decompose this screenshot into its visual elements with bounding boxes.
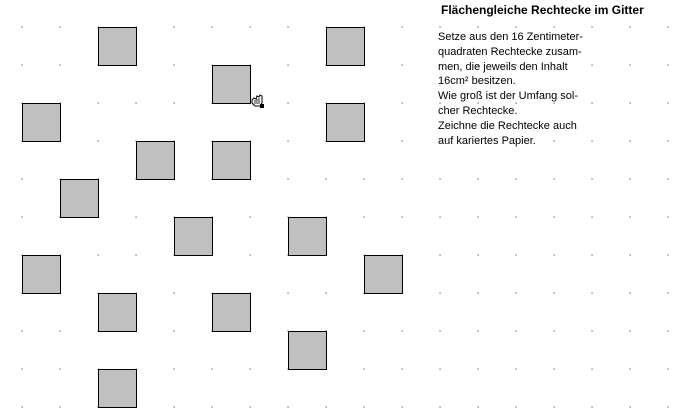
grid-dot bbox=[174, 407, 175, 408]
grid-dot bbox=[326, 293, 327, 294]
grid-dot bbox=[668, 217, 669, 218]
grid-dot bbox=[402, 369, 403, 370]
grid-dot bbox=[98, 103, 99, 104]
grid-dot bbox=[22, 27, 23, 28]
instruction-line: quadraten Rechtecke zusam- bbox=[438, 45, 582, 58]
hand-pointer-icon bbox=[249, 93, 265, 109]
grid-dot bbox=[22, 65, 23, 66]
grid-dot bbox=[630, 293, 631, 294]
square-piece[interactable] bbox=[61, 180, 99, 218]
grid-dot bbox=[516, 217, 517, 218]
grid-dot bbox=[136, 255, 137, 256]
grid-dot bbox=[364, 369, 365, 370]
grid-dot bbox=[554, 407, 555, 408]
grid-dot bbox=[174, 369, 175, 370]
instruction-line: Zeichne die Rechtecke auch bbox=[438, 119, 577, 132]
grid-dot bbox=[592, 293, 593, 294]
grid-dot bbox=[174, 27, 175, 28]
grid-dot bbox=[250, 217, 251, 218]
grid-dot bbox=[516, 369, 517, 370]
grid-dot bbox=[668, 27, 669, 28]
grid-dot bbox=[554, 217, 555, 218]
grid-dot bbox=[630, 103, 631, 104]
grid-dot bbox=[592, 407, 593, 408]
grid-dot bbox=[288, 293, 289, 294]
grid-dot bbox=[440, 255, 441, 256]
grid-dot bbox=[402, 217, 403, 218]
grid-dot bbox=[288, 141, 289, 142]
grid-dot bbox=[402, 65, 403, 66]
grid-dot bbox=[668, 293, 669, 294]
grid-dot bbox=[60, 331, 61, 332]
grid-dot bbox=[516, 27, 517, 28]
grid-dot bbox=[174, 331, 175, 332]
grid-dot bbox=[630, 331, 631, 332]
grid-dot bbox=[478, 27, 479, 28]
page-title: Flächengleiche Rechtecke im Gitter bbox=[441, 3, 644, 17]
grid-dot bbox=[22, 179, 23, 180]
instruction-line: 16cm² besitzen. bbox=[438, 75, 516, 88]
grid-dot bbox=[516, 331, 517, 332]
grid-dot bbox=[212, 27, 213, 28]
grid-dot bbox=[630, 407, 631, 408]
grid-dot bbox=[174, 293, 175, 294]
grid-dot bbox=[478, 179, 479, 180]
instruction-line: Setze aus den 16 Zentimeter- bbox=[438, 31, 583, 43]
grid-dot bbox=[554, 369, 555, 370]
grid-dot bbox=[402, 331, 403, 332]
grid-dot bbox=[22, 217, 23, 218]
square-piece[interactable] bbox=[23, 104, 61, 142]
grid-dot bbox=[402, 179, 403, 180]
grid-dot bbox=[516, 407, 517, 408]
square-pieces[interactable] bbox=[23, 28, 403, 408]
grid-dot bbox=[630, 369, 631, 370]
grid-dot bbox=[288, 103, 289, 104]
grid-dot bbox=[364, 407, 365, 408]
grid-dot bbox=[136, 103, 137, 104]
grid-dot bbox=[402, 141, 403, 142]
grid-dot bbox=[668, 407, 669, 408]
grid-dot bbox=[402, 407, 403, 408]
grid-dot bbox=[326, 407, 327, 408]
square-piece[interactable] bbox=[289, 218, 327, 256]
square-piece[interactable] bbox=[175, 218, 213, 256]
grid-dot bbox=[250, 369, 251, 370]
grid-dot bbox=[592, 255, 593, 256]
grid-dot bbox=[212, 407, 213, 408]
grid-dot bbox=[60, 407, 61, 408]
grid-dot bbox=[592, 331, 593, 332]
grid-dot bbox=[516, 179, 517, 180]
grid-dot bbox=[668, 369, 669, 370]
grid-dot bbox=[668, 141, 669, 142]
square-piece[interactable] bbox=[213, 294, 251, 332]
grid-dot bbox=[630, 255, 631, 256]
grid-dot bbox=[668, 331, 669, 332]
square-piece[interactable] bbox=[327, 28, 365, 66]
grid-dot bbox=[554, 27, 555, 28]
square-piece[interactable] bbox=[137, 142, 175, 180]
grid-dot bbox=[60, 65, 61, 66]
grid-dot bbox=[288, 27, 289, 28]
instruction-line: Wie groß ist der Umfang sol- bbox=[438, 90, 578, 103]
grid-dot bbox=[630, 141, 631, 142]
square-piece[interactable] bbox=[99, 28, 137, 66]
grid-dot bbox=[402, 27, 403, 28]
grid-dot bbox=[288, 179, 289, 180]
grid-dot bbox=[98, 141, 99, 142]
grid-dot bbox=[440, 179, 441, 180]
grid-dot bbox=[554, 179, 555, 180]
instruction-line: cher Rechtecke. bbox=[438, 104, 518, 117]
grid-dot bbox=[440, 331, 441, 332]
grid-dot bbox=[440, 407, 441, 408]
grid-dot bbox=[478, 255, 479, 256]
grid-dot bbox=[554, 293, 555, 294]
grid-dot bbox=[22, 369, 23, 370]
grid-dot bbox=[250, 27, 251, 28]
square-piece[interactable] bbox=[23, 256, 61, 294]
grid-dot bbox=[630, 217, 631, 218]
grid-dot bbox=[630, 27, 631, 28]
grid-dot bbox=[288, 65, 289, 66]
grid-dot bbox=[60, 27, 61, 28]
square-piece[interactable] bbox=[99, 370, 137, 408]
grid-dot bbox=[440, 27, 441, 28]
grid-dot bbox=[440, 293, 441, 294]
grid-dot bbox=[478, 217, 479, 218]
grid-dot bbox=[364, 179, 365, 180]
grid-dot bbox=[250, 255, 251, 256]
square-piece[interactable] bbox=[213, 66, 251, 104]
grid-dot bbox=[440, 369, 441, 370]
grid-dot bbox=[478, 293, 479, 294]
grid-dot bbox=[98, 255, 99, 256]
grid-dot bbox=[668, 65, 669, 66]
task-instructions bbox=[438, 30, 628, 148]
grid-dot bbox=[478, 331, 479, 332]
grid-dot bbox=[630, 65, 631, 66]
grid-dot bbox=[516, 255, 517, 256]
grid-dot bbox=[554, 331, 555, 332]
grid-dot bbox=[592, 179, 593, 180]
square-piece[interactable] bbox=[213, 142, 251, 180]
grid-dot bbox=[402, 103, 403, 104]
grid-dot bbox=[174, 103, 175, 104]
grid-dot bbox=[212, 369, 213, 370]
grid-dot bbox=[592, 217, 593, 218]
instruction-line: men, die jeweils den Inhalt bbox=[438, 60, 568, 73]
grid-dot bbox=[288, 407, 289, 408]
square-piece[interactable] bbox=[327, 104, 365, 142]
grid-dot bbox=[364, 331, 365, 332]
grid-dot bbox=[478, 369, 479, 370]
grid-dot bbox=[326, 179, 327, 180]
grid-dot bbox=[174, 65, 175, 66]
grid-dot bbox=[516, 293, 517, 294]
square-piece[interactable] bbox=[99, 294, 137, 332]
grid-dot bbox=[668, 255, 669, 256]
grid-dot bbox=[668, 103, 669, 104]
square-piece[interactable] bbox=[365, 256, 403, 294]
grid-dot bbox=[22, 331, 23, 332]
grid-dot bbox=[592, 27, 593, 28]
grid-dot bbox=[592, 369, 593, 370]
grid-dot bbox=[22, 407, 23, 408]
grid-dot bbox=[668, 179, 669, 180]
square-piece[interactable] bbox=[289, 332, 327, 370]
grid-dot bbox=[136, 217, 137, 218]
grid-dot bbox=[630, 179, 631, 180]
grid-dot bbox=[440, 217, 441, 218]
grid-dot bbox=[364, 217, 365, 218]
grid-dot bbox=[60, 369, 61, 370]
grid-dot bbox=[478, 407, 479, 408]
grid-dot bbox=[250, 407, 251, 408]
grid-dot bbox=[554, 255, 555, 256]
instruction-line: auf kariertes Papier. bbox=[438, 134, 536, 147]
